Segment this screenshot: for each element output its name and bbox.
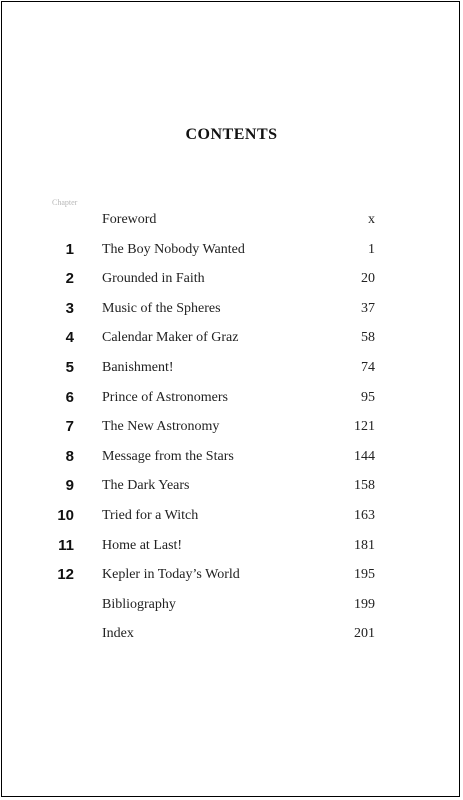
chapter-number: 3 (65, 299, 74, 317)
chapter-number: 2 (65, 270, 74, 288)
toc-entry-foreword (0, 205, 463, 235)
chapter-number: 11 (58, 536, 74, 554)
toc-entry-chapter-4 (0, 323, 463, 353)
chapter-title: The Boy Nobody Wanted (102, 241, 245, 257)
chapter-title: Tried for a Witch (102, 507, 199, 523)
page-number: x (368, 212, 375, 227)
toc-entry-chapter-2 (0, 264, 463, 294)
toc-entry-chapter-12 (0, 560, 463, 590)
page-number: 20 (361, 271, 375, 287)
page-number: 74 (361, 359, 375, 375)
page-number: 58 (361, 330, 375, 346)
chapter-title: Home at Last! (102, 537, 183, 553)
chapter-title: The Dark Years (102, 478, 190, 494)
chapter-number: 8 (65, 447, 74, 465)
chapter-title: Banishment! (102, 359, 174, 375)
chapter-number: 4 (65, 329, 74, 347)
chapter-title: The New Astronomy (102, 419, 220, 435)
toc-entry-chapter-8 (0, 442, 463, 472)
page-number: 95 (361, 389, 375, 405)
chapter-title: Prince of Astronomers (102, 389, 228, 405)
chapter-column-label: Chapter (52, 198, 78, 207)
chapter-title: Bibliography (102, 596, 176, 612)
chapter-title: Foreword (102, 212, 157, 227)
page-title: CONTENTS (185, 126, 278, 143)
chapter-number: 9 (65, 477, 74, 495)
toc-entry-chapter-5 (0, 353, 463, 383)
page-number: 37 (361, 300, 375, 316)
toc-entry-chapter-10 (0, 501, 463, 531)
toc-entry-index (0, 619, 463, 649)
toc-entry-chapter-7 (0, 412, 463, 442)
page-number: 144 (354, 448, 375, 464)
page-number: 195 (354, 567, 375, 583)
page-number: 181 (354, 537, 375, 553)
chapter-title: Index (102, 626, 134, 642)
toc-entry-chapter-9 (0, 471, 463, 501)
page-number: 199 (354, 596, 375, 612)
page-number: 201 (354, 626, 375, 642)
chapter-number: 1 (65, 240, 74, 258)
page-number: 121 (354, 419, 375, 435)
toc-entry-bibliography (0, 590, 463, 620)
toc-entry-chapter-11 (0, 531, 463, 561)
chapter-number: 10 (57, 506, 74, 524)
toc-entry-chapter-1 (0, 235, 463, 265)
chapter-number: 6 (65, 388, 74, 406)
chapter-title: Calendar Maker of Graz (102, 330, 239, 346)
chapter-title: Message from the Stars (102, 448, 234, 464)
chapter-title: Kepler in Today’s World (102, 567, 240, 583)
table-of-contents (0, 205, 463, 649)
chapter-title: Music of the Spheres (102, 300, 221, 316)
chapter-number: 7 (65, 418, 74, 436)
chapter-title: Grounded in Faith (102, 271, 205, 287)
toc-entry-chapter-6 (0, 383, 463, 413)
page-number: 158 (354, 478, 375, 494)
page-number: 1 (368, 241, 375, 257)
chapter-number: 12 (57, 566, 74, 584)
page-number: 163 (354, 507, 375, 523)
toc-entry-chapter-3 (0, 294, 463, 324)
chapter-number: 5 (65, 358, 74, 376)
